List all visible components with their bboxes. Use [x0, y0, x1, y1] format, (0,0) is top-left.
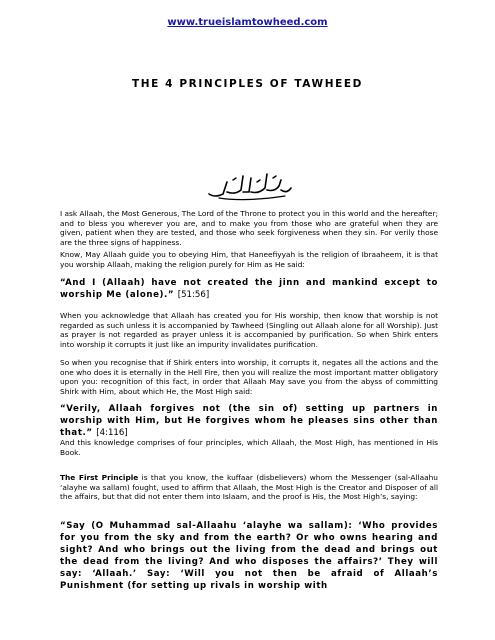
first-principle-heading: The First Principle	[60, 473, 139, 482]
quote-reference: [51:56]	[177, 290, 210, 300]
document-title: THE 4 PRINCIPLES OF TAWHEED	[132, 78, 363, 90]
worship-tawheed-paragraph: When you acknowledge that Allaah has created you for His worship, then know that worship is not regarded as such unless it is accompanied by Tawheed (Singling out Allaah alone for all Worship). Just as prayer is not regarded as prayer unless it is accompanied by purification. So when Shirk enters into worship it corrupts it just like an impurity invalidates purification.	[60, 311, 438, 349]
quote-text: “And I (Allaah) have not created the jinn and mankind except to worship Me (alone).”	[60, 278, 438, 300]
quote-reference: [4:116]	[96, 428, 128, 438]
basmala-calligraphy-icon	[205, 168, 295, 202]
quran-quote-4-116	[60, 403, 438, 439]
quran-quote-51-56	[60, 277, 438, 301]
shirk-paragraph: So when you recognise that if Shirk enters into worship, it corrupts it, negates all the actions and the one who does it is eternally in the Hell Fire, then you will realize the most important matter obligatory upon you: recognition of this fact, in order that Allaah May save you from the abyss of committing Shirk with Him, about which He, the Most High said:	[60, 358, 438, 396]
haneefiyyah-paragraph: Know, May Allaah guide you to obeying Him, that Haneefiyyah is the religion of Ibraaheem, it is that you worship Allaah, making the religion purely for Him as He said:	[60, 250, 438, 269]
four-principles-paragraph: And this knowledge comprises of four principles, which Allaah, the Most High, has mentioned in His Book.	[60, 438, 438, 457]
intro-paragraph: I ask Allaah, the Most Generous, The Lord of the Throne to protect you in this world and the hereafter; and to bless you wherever you are, and to make you from those who are grateful when they are given, patient when they are tested, and those who seek forgiveness when they sin. For verily those are the three signs of happiness.	[60, 209, 438, 247]
first-principle-text: is that you know, the kuffaar (disbelievers) whom the Messenger (sal-Allaahu ‘alayhe wa sallam) fought, used to affirm that Allaah, the Most High is the Creator and Disposer of all the affairs, but that did not enter them into Islaam, and the proof is His, the Most High’s, saying:	[60, 473, 438, 501]
site-link[interactable]: www.trueislamtowheed.com	[167, 17, 328, 28]
quote-text: “Verily, Allaah forgives not (the sin of) setting up partners in worship with Him, but He forgives whom he pleases sins other than that.”	[60, 404, 438, 438]
quran-quote-10-31: “Say (O Muhammad sal-Allaahu ‘alayhe wa sallam): ‘Who provides for you from the sky and from the earth? Or who owns hearing and sight? And who brings out the living from the dead and brings out the dead from the living? And who disposes the affairs?’ They will say: ‘Allaah.’ Say: ‘Will you not then be afraid of Allaah’s Punishment (for setting up rivals in worship with	[60, 521, 438, 591]
first-principle-paragraph	[60, 473, 438, 502]
